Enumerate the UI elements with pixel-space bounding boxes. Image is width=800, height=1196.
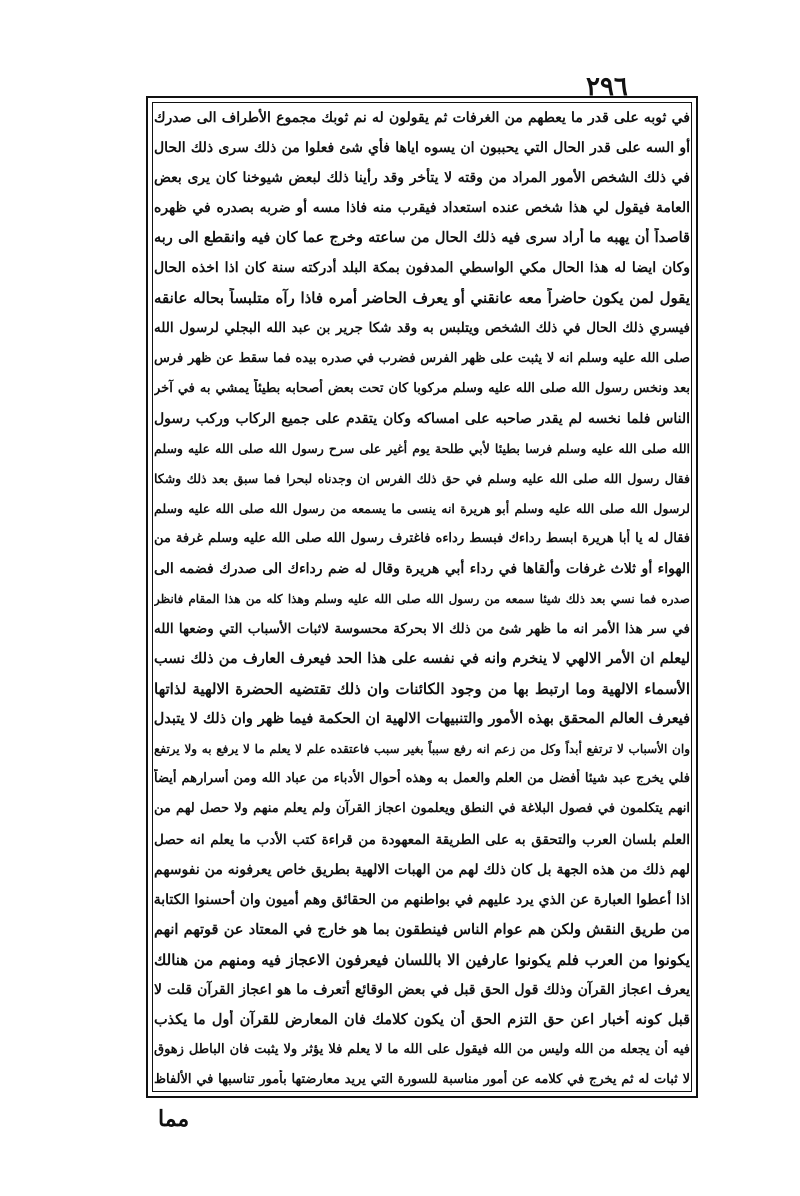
text-line: لهم ذلك من هذه الجهة بل كان ذلك لهم من الهبات الالهية بطريق خاص يعرفونه من نفوسهم bbox=[154, 861, 690, 878]
text-line: فلي يخرج عبد شيئا أفضل من العلم والعمل به وهذه أحوال الأدباء من عباد الله ومن أسرارهم أيضاً bbox=[154, 771, 690, 787]
text-line: فيه أن يجعله من الله وليس من الله فيقول على الله ما لا يعلم فلا يؤثر ولا يثبت فان الباطل زهوق bbox=[154, 1041, 690, 1057]
text-line: يعرف اعجاز القرآن وذلك قول الحق قبل في بعض الوقائع أتعرف ما هو اعجاز القرآن قلت لا bbox=[154, 981, 690, 998]
text-line: الأسماء الالهية وما ارتبط بها من وجود الكائنات وان ذلك تقتضيه الحضرة الالهية لذاتها bbox=[154, 680, 690, 699]
text-line: قبل كونه أخبار اعن حق التزم الحق أن يكون كلامك فان المعارض للقرآن أول ما يكذب bbox=[154, 1010, 690, 1028]
text-line: صدره فما نسي بعد ذلك شيئا سمعه من رسول الله صلى الله عليه وسلم وهذا كله من هذا المقام فانظر bbox=[154, 592, 690, 606]
text-line: فيعرف العالم المحقق بهذه الأمور والتنبيهات الالهية ان الحكمة فيما ظهر وان ذلك لا يتبدل bbox=[154, 710, 690, 728]
text-line: صلى الله عليه وسلم انه لا يثبت على ظهر الفرس فضرب في صدره بيده فما سقط عن ظهر فرس bbox=[154, 350, 690, 366]
text-line: العلم بلسان العرب والتحقق به على الطريقة المعهودة من قراءة كتب الأدب ما يعلم انه حصل bbox=[154, 831, 690, 848]
page-number: ٢٩٦ bbox=[586, 72, 628, 102]
text-line: لرسول الله صلى الله عليه وسلم أبو هريرة انه ينسى ما يسمعه من رسول الله صلى الله عليه وسلم bbox=[154, 500, 690, 516]
text-line: اذا أعطوا العبارة عن الذي يرد عليهم في بواطنهم من الحقائق وهم أميون وان أحسنوا الكتابة bbox=[154, 891, 690, 908]
text-line: أو السه على قدر الحال التي يحببون ان يسوه اياها فأي شئ فعلوا من ذلك سرى ذلك الحال bbox=[154, 140, 690, 157]
text-line: يكونوا من العرب فلم يكونوا عارفين الا باللسان فيعرفون الاعجاز فيه ومنهم من هنالك bbox=[154, 950, 690, 969]
text-line: في سر هذا الأمر انه ما ظهر شئ من ذلك الا بحركة محسوسة لاثبات الأسباب التي وضعها الله bbox=[154, 621, 690, 638]
text-line: فقال له يا أبا هريرة ابسط رداءك فبسط رداءه فاغترف رسول الله صلى الله عليه وسلم غرفة من bbox=[154, 530, 690, 546]
text-line: الهواء أو ثلاث غرفات وألقاها في رداء أبي هريرة وقال له ضم رداءك الى صدرك فضمه الى bbox=[154, 560, 690, 577]
text-line: فيسري ذلك الحال في ذلك الشخص ويتلبس به وقد شكا جرير بن عبد الله البجلي لرسول الله bbox=[154, 320, 690, 337]
text-line: الناس فلما نخسه لم يقدر صاحبه على امساكه وكان يتقدم على جميع الركاب وركب رسول bbox=[154, 410, 690, 427]
text-line: لا ثبات له ثم يخرج في كلامه عن أمور مناسبة للسورة التي يريد معارضتها بأمور تناسبها في الألفاظ bbox=[154, 1072, 690, 1087]
text-line: من طريق النقش ولكن هم عوام الناس فينطقون بما هو خارج في المعتاد عن قوتهم انهم bbox=[154, 920, 690, 938]
text-line: وان الأسباب لا ترتفع أبداً وكل من زعم انه رفع سبباً بغير سبب فاعتقده علم لا يعلم ما لا يرفع به ولا يرتفع bbox=[154, 742, 690, 757]
text-line: الله صلى الله عليه وسلم فرسا بطيئا لأبي طلحة يوم أغير على سرح رسول الله صلى الله عليه وسلم bbox=[154, 440, 690, 456]
text-line: ليعلم ان الأمر الالهي لا ينخرم وانه في نفسه على هذا الحد فيعرف العارف من ذلك نسب bbox=[154, 650, 690, 668]
text-line: في ثوبه على قدر ما يعطهم من الغرفات ثم يقولون له نم ثوبك مجموع الأطراف الى صدرك bbox=[154, 110, 690, 126]
text-line: وكان ايضا له هذا الحال مكي الواسطي المدفون بمكة البلد أدركته سنة كان اذا اخذه الحال bbox=[154, 260, 690, 277]
text-line: يقول لمن يكون حاضراً معه عانقني أو يعرف الحاضر أمره فاذا رآه متلبساً بحاله عانقه bbox=[154, 289, 690, 308]
text-line: العامة فيقول لي هذا شخص عنده استعداد فيقرب منه فاذا مسه أو ضربه بصدره في ظهره bbox=[154, 200, 690, 217]
text-line: في ذلك الشخص الأمور المراد من وقته لا يتأخر وقد رأينا ذلك لبعض شيوخنا كان يرى بعض bbox=[154, 170, 690, 187]
text-line: قاصداً أن يهبه ما أراد سرى فيه ذلك الحال من ساعته وخرج عما كان فيه وانقطع الى ربه bbox=[154, 229, 690, 247]
text-line: فقال رسول الله صلى الله عليه وسلم في حق ذلك الفرس ان وجدناه لبحرا فما سبق بعد ذلك وشكا bbox=[154, 470, 690, 486]
catchword: مما bbox=[158, 1106, 190, 1132]
text-line: بعد ونخس رسول الله صلى الله عليه وسلم مركوبا كان تحت بعض أصحابه بطيئاً يمشي به في آخر bbox=[154, 380, 690, 396]
text-line: انهم يتكلمون في فصول البلاغة في النطق ويعلمون اعجاز القرآن ولم يعلم منهم ولا حصل لهم من bbox=[154, 801, 690, 817]
text-body bbox=[154, 108, 690, 1090]
text-frame bbox=[146, 96, 698, 1098]
